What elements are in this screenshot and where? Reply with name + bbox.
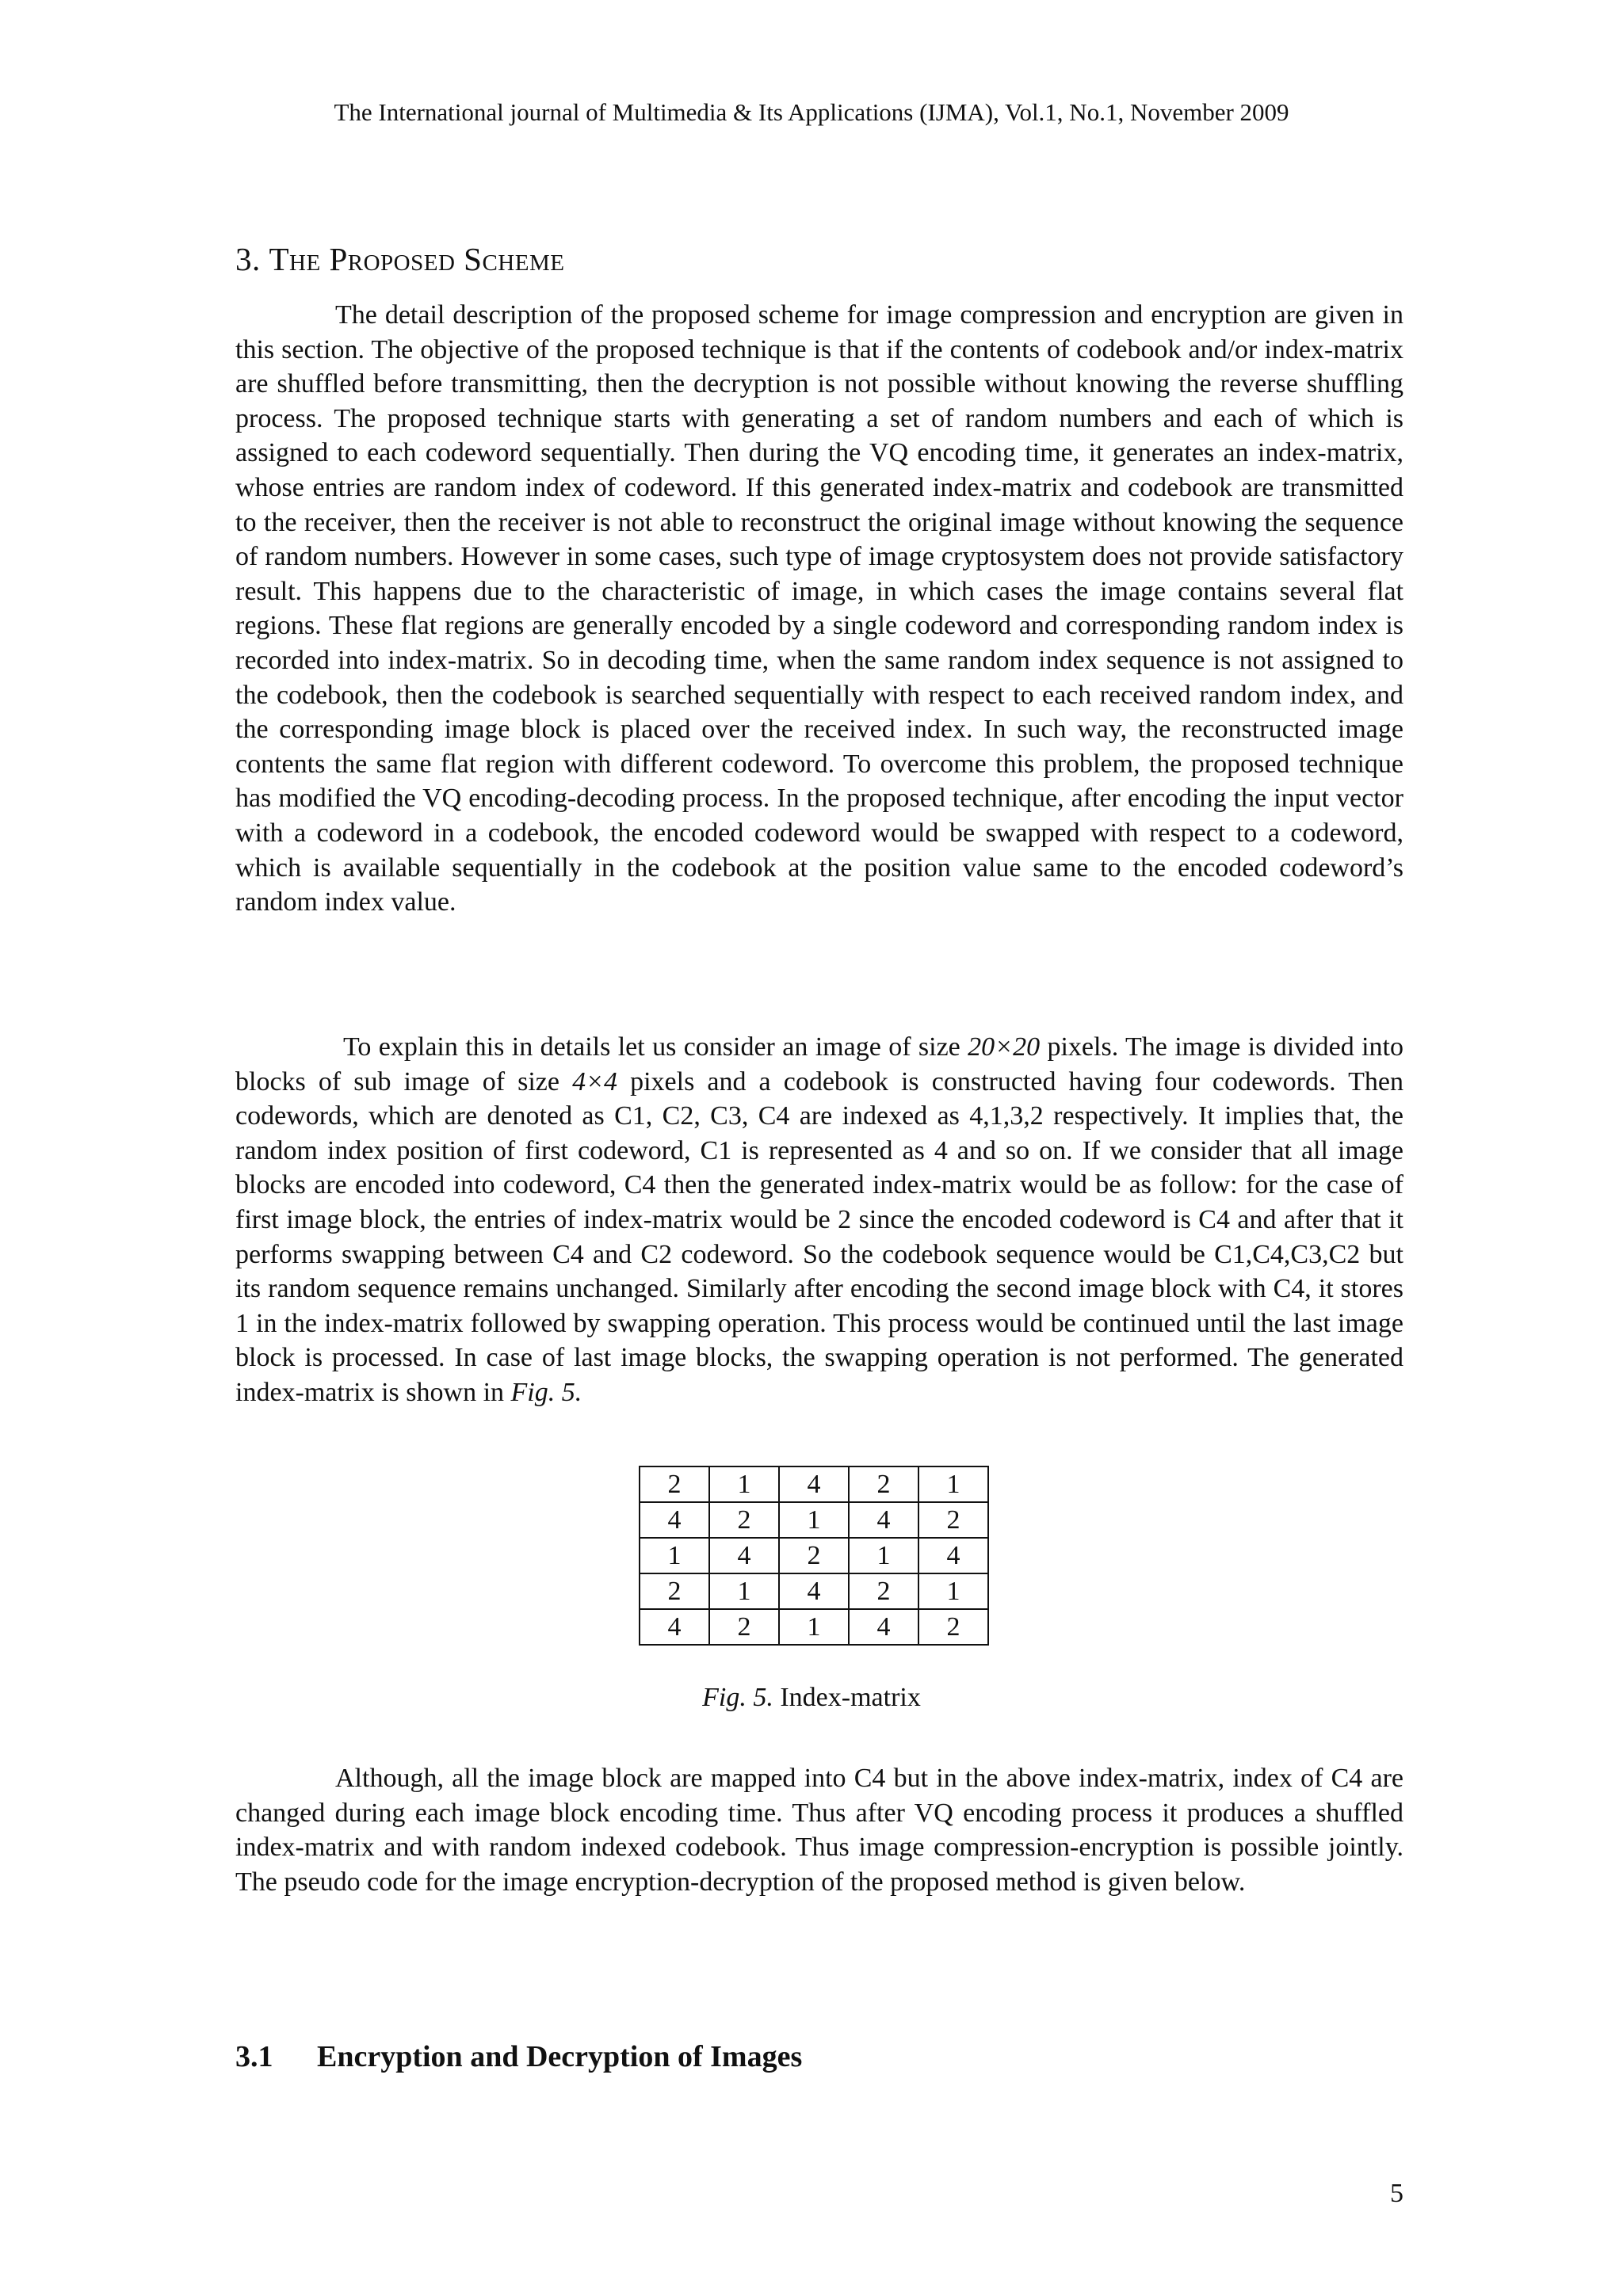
matrix-cell: 1: [849, 1538, 918, 1573]
index-matrix-table: [639, 1466, 989, 1646]
matrix-cell: 4: [849, 1609, 918, 1645]
matrix-cell: 2: [709, 1502, 779, 1538]
example-text-1: To explain this in details let us consider an image of size: [343, 1032, 968, 1062]
matrix-cell: 2: [849, 1466, 918, 1502]
matrix-cell: 2: [709, 1609, 779, 1645]
matrix-cell: 2: [640, 1466, 709, 1502]
matrix-cell: 1: [918, 1466, 988, 1502]
matrix-cell: 4: [849, 1502, 918, 1538]
matrix-row: [640, 1538, 988, 1573]
matrix-cell: 4: [918, 1538, 988, 1573]
matrix-cell: 1: [779, 1609, 849, 1645]
figure-label: Fig. 5.: [702, 1683, 773, 1712]
matrix-cell: 2: [779, 1538, 849, 1573]
matrix-cell: 4: [779, 1573, 849, 1609]
matrix-cell: 4: [779, 1466, 849, 1502]
figure-reference: Fig. 5.: [510, 1377, 582, 1407]
matrix-cell: 4: [640, 1502, 709, 1538]
matrix-cell: 2: [918, 1609, 988, 1645]
image-size: 20×20: [968, 1032, 1041, 1062]
section-heading: [235, 238, 564, 280]
example-text-3: pixels and a codebook is constructed having four codewords. Then codewords, which are denoted as C1, C2, C3, C4 are indexed as 4,1,3,2 respectively. It implies that, the random index position of first codeword, C1 is represented as 4 and so on. If we consider that all image blocks are encoded into codeword, C4 then the generated index-matrix would be as follow: for the case of first image block, the entries of index-matrix would be 2 since the encoded codeword is C4 and after that it performs swapping between C4 and C2 codeword. So the codebook sequence would be C1,C4,C3,C2 but its random sequence remains unchanged. Similarly after encoding the second image block with C4, it stores 1 in the index-matrix followed by swapping operation. This process would be continued until the last image block is processed. In case of last image blocks, the swapping operation is not performed. The generated index-matrix is shown in: [235, 1066, 1403, 1407]
matrix-cell: 1: [709, 1466, 779, 1502]
matrix-cell: 1: [918, 1573, 988, 1609]
matrix-cell: 1: [709, 1573, 779, 1609]
subsection-number: 3.1: [235, 2040, 273, 2073]
figure-caption-text: Index-matrix: [773, 1683, 921, 1712]
matrix-cell: 4: [640, 1609, 709, 1645]
page-number: 5: [1390, 2179, 1403, 2208]
matrix-cell: 4: [709, 1538, 779, 1573]
figure-caption: [0, 1680, 1623, 1715]
matrix-cell: 1: [779, 1502, 849, 1538]
subsection-heading: [235, 2038, 802, 2076]
matrix-row: [640, 1573, 988, 1609]
running-header: The International journal of Multimedia & Its Applications (IJMA), Vol.1, No.1, November 2009: [334, 98, 1289, 126]
paragraph-conclusion: Although, all the image block are mapped into C4 but in the above index-matrix, index of C4 are changed during each image block encoding time. Thus after VQ encoding process it produces a shuffled index-matrix and with random indexed codebook. Thus image compression-encryption is possible jointly. The pseudo code for the image encryption-decryption of the proposed method is given below.: [235, 1764, 1403, 1897]
example-text-2: pixels. The image is divided into blocks of sub image of size: [235, 1032, 1403, 1097]
section-title: The Proposed Scheme: [269, 241, 565, 277]
section-number: 3.: [235, 241, 261, 277]
matrix-cell: 2: [918, 1502, 988, 1538]
block-size: 4×4: [572, 1066, 618, 1097]
matrix-cell: 2: [849, 1573, 918, 1609]
matrix-row: [640, 1466, 988, 1502]
matrix-cell: 2: [640, 1573, 709, 1609]
matrix-cell: 1: [640, 1538, 709, 1573]
paragraph-example: [235, 1030, 1403, 1410]
subsection-title: Encryption and Decryption of Images: [317, 2040, 803, 2073]
matrix-row: [640, 1609, 988, 1645]
paragraph-proposed-scheme: The detail description of the proposed scheme for image compression and encryption are given in this section. The objective of the proposed technique is that if the contents of codebook and/or index-matrix are shuffled before transmitting, then the decryption is not possible without knowing the reverse shuffling process. The proposed technique starts with generating a set of random numbers and each of which is assigned to each codeword sequentially. Then during the VQ encoding time, it generates an index-matrix, whose entries are random index of codeword. If this generated index-matrix and codebook are transmitted to the receiver, then the receiver is not able to reconstruct the original image without knowing the sequence of random numbers. However in some cases, such type of image cryptosystem does not provide satisfactory result. This happens due to the characteristic of image, in which cases the image contains several flat regions. These flat regions are generally encoded by a single codeword and corresponding random index is recorded into index-matrix. So in decoding time, when the same random index sequence is not assigned to the codebook, then the codebook is searched sequentially with respect to each received random index, and the corresponding image block is placed over the received index. In such way, the reconstructed image contents the same flat region with different codeword. To overcome this problem, the proposed technique has modified the VQ encoding-decoding process. In the proposed technique, after encoding the input vector with a codeword in a codebook, the encoded codeword would be swapped with respect to a codeword, which is available sequentially in the codebook at the position value same to the encoded codeword’s random index value.: [235, 300, 1403, 917]
matrix-row: [640, 1502, 988, 1538]
